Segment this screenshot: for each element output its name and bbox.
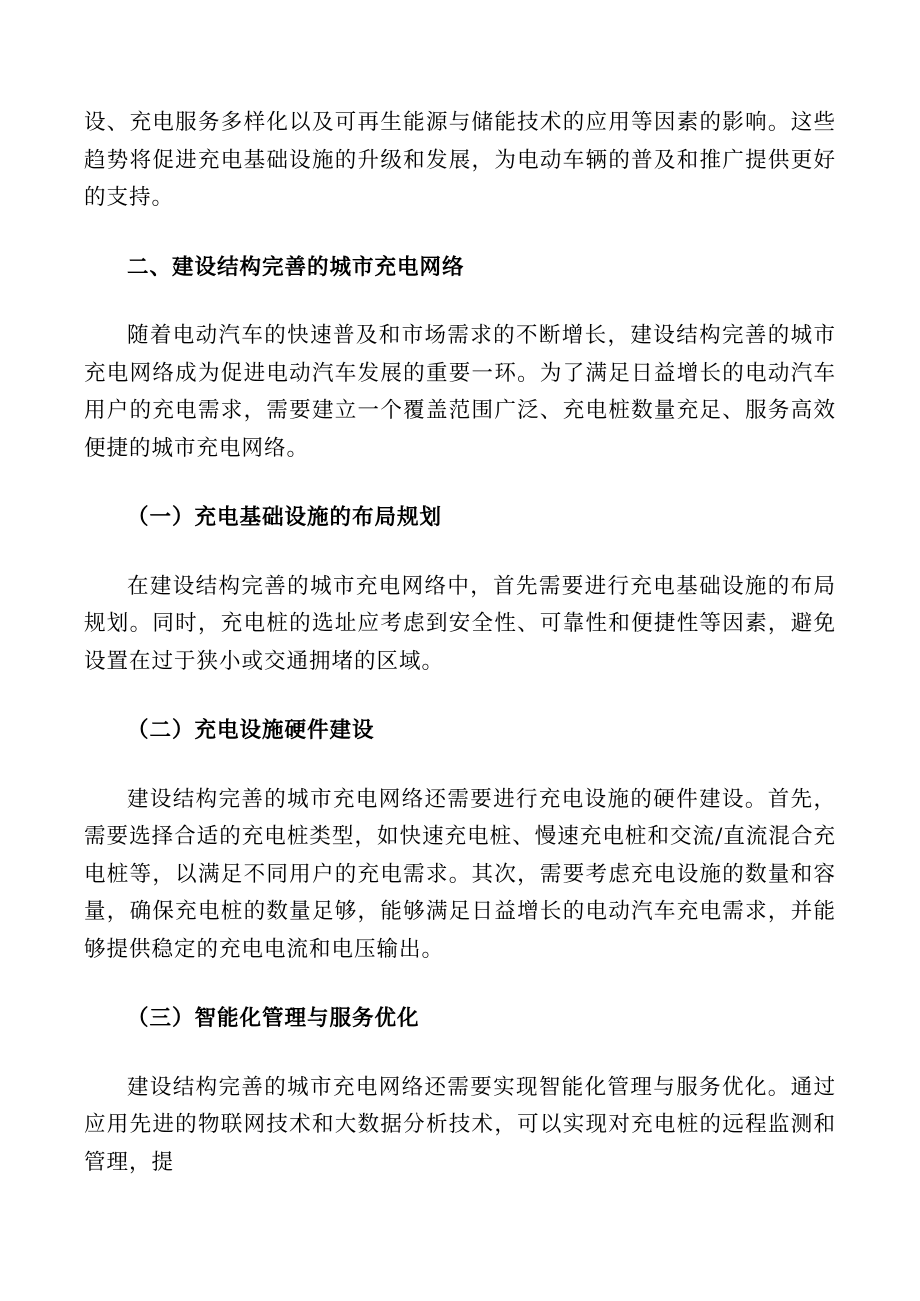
subsection-body-2: 建设结构完善的城市充电网络还需要进行充电设施的硬件建设。首先，需要选择合适的充电桩类型，如快速充电桩、慢速充电桩和交流/直流混合充电桩等，以满足不同用户的充电需求。其次，需要考虑充电设施的数量和容量，确保充电桩的数量足够，能够满足日益增长的电动汽车充电需求，并能够提供稳定的充电电流和电压输出。 [84,786,836,962]
section-intro-paragraph: 随着电动汽车的快速普及和市场需求的不断增长，建设结构完善的城市充电网络成为促进电动汽车发展的重要一环。为了满足日益增长的电动汽车用户的充电需求，需要建立一个覆盖范围广泛、充电桩数量充足、服务高效便捷的城市充电网络。 [84,323,836,461]
section-heading: 二、建设结构完善的城市充电网络 [127,254,465,280]
subsection-heading-1: （一）充电基础设施的布局规划 [127,505,443,530]
subsection-heading-3: （三）智能化管理与服务优化 [127,1006,420,1031]
paragraph-continuation: 设、充电服务多样化以及可再生能源与储能技术的应用等因素的影响。这些趋势将促进充电基础设施的升级和发展，为电动车辆的普及和推广提供更好的支持。 [84,110,836,210]
subsection-body-1: 在建设结构完善的城市充电网络中，首先需要进行充电基础设施的布局规划。同时，充电桩的选址应考虑到安全性、可靠性和便捷性等因素，避免设置在过于狭小或交通拥堵的区域。 [84,573,836,674]
subsection-heading-2: （二）充电设施硬件建设 [127,718,375,743]
subsection-body-3: 建设结构完善的城市充电网络还需要实现智能化管理与服务优化。通过应用先进的物联网技术和大数据分析技术，可以实现对充电桩的远程监测和管理，提 [84,1074,836,1175]
